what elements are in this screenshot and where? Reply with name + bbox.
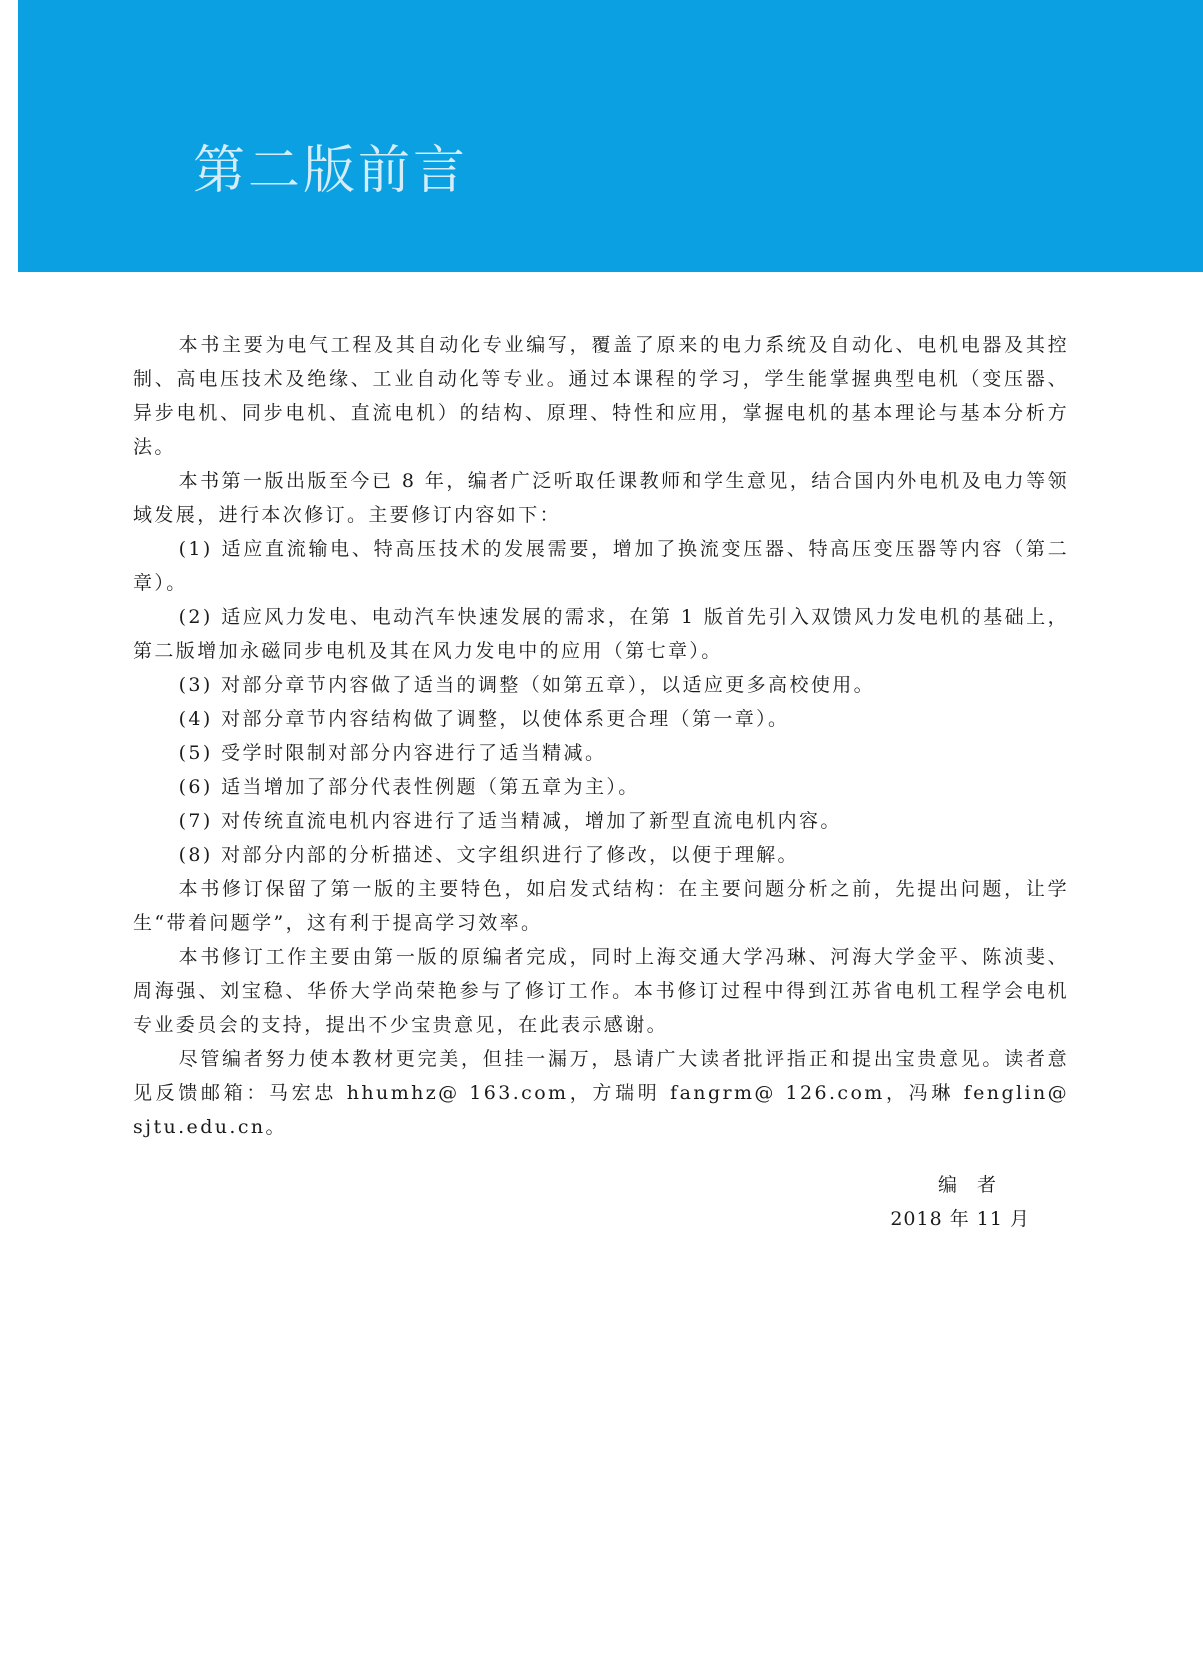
revision-item-6: (6) 适当增加了部分代表性例题（第五章为主）。 — [178, 776, 640, 798]
revision-item-7: (7) 对传统直流电机内容进行了适当精减，增加了新型直流电机内容。 — [178, 810, 842, 832]
revision-item-8: (8) 对部分内部的分析描述、文字组织进行了修改，以便于理解。 — [178, 844, 799, 866]
revision-item-3: (3) 对部分章节内容做了适当的调整（如第五章），以适应更多高校使用。 — [178, 674, 876, 696]
signature-date: 2018 年 11 月 — [890, 1208, 1030, 1230]
revision-item-4: (4) 对部分章节内容结构做了调整，以使体系更合理（第一章）。 — [178, 708, 790, 730]
revision-item-1: (1) 适应直流输电、特高压技术的发展需要，增加了换流变压器、特高压变压器等内容（第二章）。 — [133, 538, 1069, 594]
signature-block — [860, 1168, 1030, 1236]
revision-item-2: (2) 适应风力发电、电动汽车快速发展的需求，在第 1 版首先引入双馈风力发电机的基础上，第二版增加永磁同步电机及其在风力发电中的应用（第七章）。 — [133, 606, 1069, 662]
revision-item-5: (5) 受学时限制对部分内容进行了适当精减。 — [178, 742, 607, 764]
paragraph-feedback: 尽管编者努力使本教材更完美，但挂一漏万，恳请广大读者批评指正和提出宝贵意见。读者意见反馈邮箱：马宏忠 hhumhz@ 163.com，方瑞明 fangrm@ 126.com，冯琳 fenglin@ sjtu.edu.cn。 — [133, 1048, 1069, 1138]
paragraph-revision-summary: 本书第一版出版至今已 8 年，编者广泛听取任课教师和学生意见，结合国内外电机及电力等领域发展，进行本次修订。主要修订内容如下： — [133, 470, 1069, 526]
signature-author: 编者 — [937, 1174, 1016, 1196]
paragraph-acknowledgements: 本书修订工作主要由第一版的原编者完成，同时上海交通大学冯琳、河海大学金平、陈浈斐、周海强、刘宝稳、华侨大学尚荣艳参与了修订工作。本书修订过程中得到江苏省电机工程学会电机专业委员会的支持，提出不少宝贵意见，在此表示感谢。 — [133, 946, 1069, 1036]
paragraph-intro: 本书主要为电气工程及其自动化专业编写，覆盖了原来的电力系统及自动化、电机电器及其控制、高电压技术及绝缘、工业自动化等专业。通过本课程的学习，学生能掌握典型电机（变压器、异步电机、同步电机、直流电机）的结构、原理、特性和应用，掌握电机的基本理论与基本分析方法。 — [133, 334, 1069, 458]
page-title: 第二版前言 — [193, 141, 469, 201]
paragraph-features: 本书修订保留了第一版的主要特色，如启发式结构：在主要问题分析之前，先提出问题，让学生“带着问题学”，这有利于提高学习效率。 — [133, 878, 1069, 934]
preface-body — [133, 328, 1069, 1144]
header-band — [18, 0, 1203, 272]
